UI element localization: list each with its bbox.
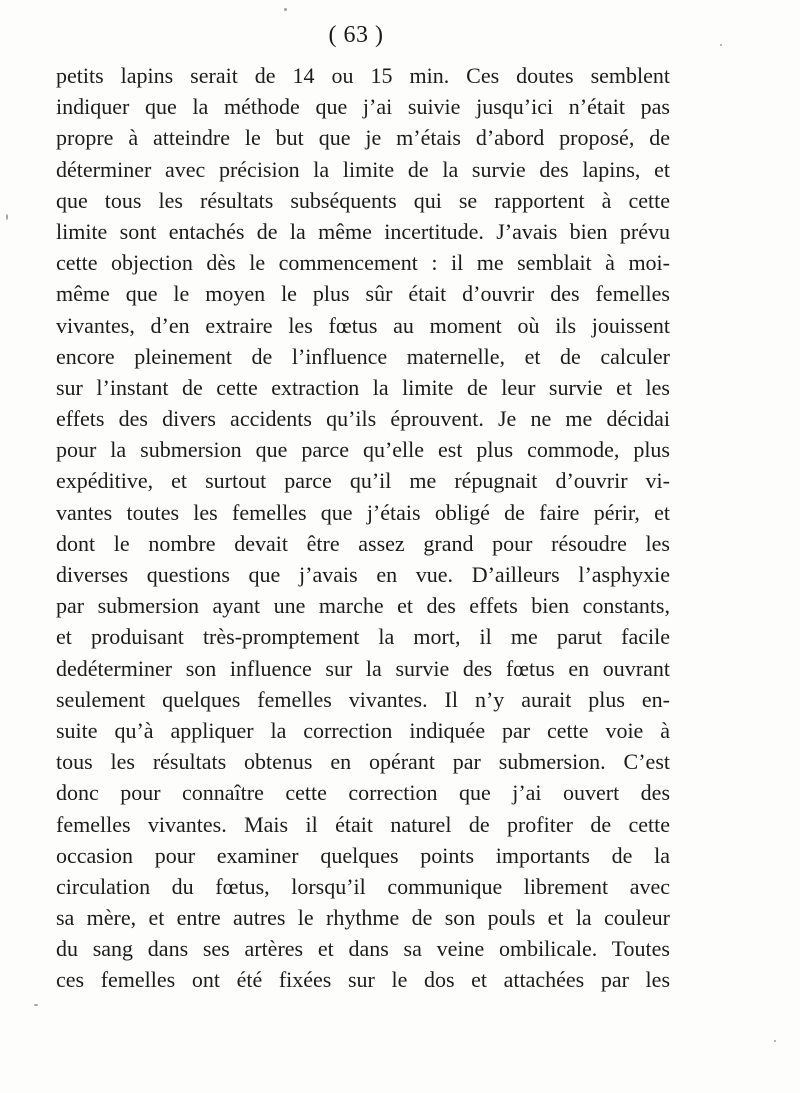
text-line: femelles vivantes. Mais il était naturel de profiter de cette xyxy=(56,811,670,837)
text-line: expéditive, et surtout parce qu’il me répugnait d’ouvrir vi- xyxy=(56,468,670,494)
text-line: circulation du fœtus, lorsqu’il communique librement avec xyxy=(56,873,670,899)
text-line: dont le nombre devait être assez grand pour résoudre les xyxy=(56,530,670,556)
text-line: effets des divers accidents qu’ils éprouvent. Je ne me décidai xyxy=(56,406,670,432)
text-line: sa mère, et entre autres le rhythme de son pouls et la couleur xyxy=(56,905,670,931)
scan-speck xyxy=(284,8,287,11)
text-line: indiquer que la méthode que j’ai suivie jusqu’ici n’était pas xyxy=(56,94,670,120)
text-line: dedéterminer son influence sur la survie des fœtus en ouvrant xyxy=(56,655,670,681)
text-line: du sang dans ses artères et dans sa veine ombilicale. Toutes xyxy=(56,936,670,962)
scan-speck xyxy=(34,1004,38,1006)
text-line: cette objection dès le commencement : il me semblait à moi- xyxy=(56,250,670,276)
text-line: par submersion ayant une marche et des effets bien constants, xyxy=(56,593,670,619)
body-text xyxy=(56,60,670,996)
text-line: vantes toutes les femelles que j’étais obligé de faire périr, et xyxy=(56,499,670,525)
text-line: donc pour connaître cette correction que j’ai ouvert des xyxy=(56,780,670,806)
text-line: propre à atteindre le but que je m’étais d’abord proposé, de xyxy=(56,125,670,151)
text-line: ces femelles ont été fixées sur le dos et attachées par les xyxy=(56,967,670,993)
text-line: que tous les résultats subséquents qui se rapportent à cette xyxy=(56,187,670,213)
scan-speck xyxy=(720,44,722,46)
text-line: suite qu’à appliquer la correction indiquée par cette voie à xyxy=(56,717,670,743)
text-line: déterminer avec précision la limite de la survie des lapins, et xyxy=(56,156,670,182)
text-line: encore pleinement de l’influence maternelle, et de calculer xyxy=(56,343,670,369)
text-line: diverses questions que j’avais en vue. D’ailleurs l’asphyxie xyxy=(56,562,670,587)
text-line: vivantes, d’en extraire les fœtus au moment où ils jouissent xyxy=(56,312,670,338)
text-line: sur l’instant de cette extraction la limite de leur survie et les xyxy=(56,374,670,400)
text-line: tous les résultats obtenus en opérant par submersion. C’est xyxy=(56,749,670,775)
text-line: même que le moyen le plus sûr était d’ouvrir des femelles xyxy=(56,281,670,307)
text-line: seulement quelques femelles vivantes. Il n’y aurait plus en- xyxy=(56,686,670,712)
scan-speck xyxy=(774,1040,776,1042)
text-line: limite sont entachés de la même incertitude. J’avais bien prévu xyxy=(56,218,670,244)
page-number: ( 63 ) xyxy=(328,22,384,48)
text-line: petits lapins serait de 14 ou 15 min. Ces doutes semblent xyxy=(56,63,670,88)
text-line: pour la submersion que parce qu’elle est plus commode, plus xyxy=(56,437,670,463)
scan-speck xyxy=(6,214,8,220)
text-line: et produisant très-promptement la mort, il me parut facile xyxy=(56,624,670,650)
text-line: occasion pour examiner quelques points importants de la xyxy=(56,842,670,868)
